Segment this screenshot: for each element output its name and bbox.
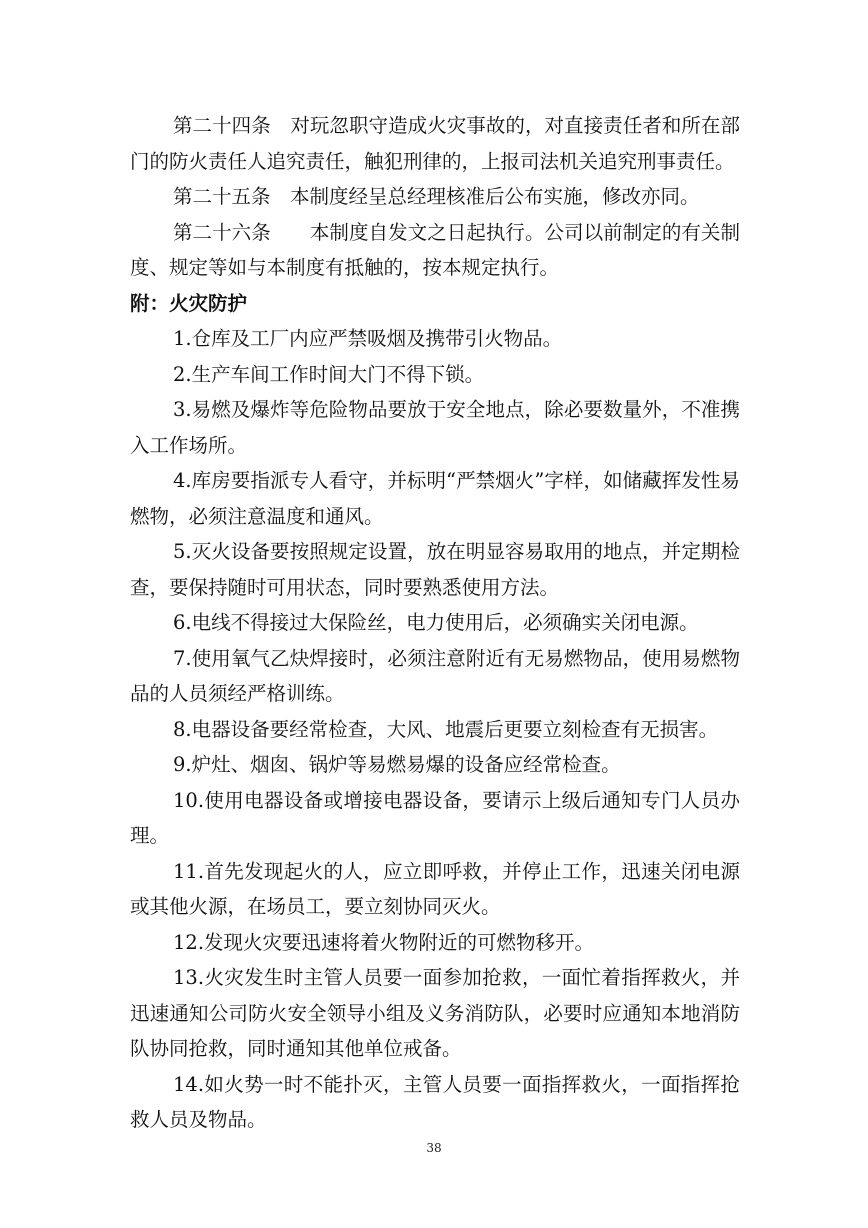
appendix-item-12: 12.发现火灾要迅速将着火物附近的可燃物移开。 bbox=[173, 930, 595, 954]
page-number: 38 bbox=[426, 1141, 442, 1155]
appendix-item-3: 3.易燃及爆炸等危险物品要放于安全地点，除必要数量外，不准携入工作场所。 bbox=[130, 398, 740, 457]
article-25: 第二十五条 本制度经呈总经理核准后公布实施，修改亦同。 bbox=[173, 185, 700, 208]
appendix-item-10: 10.使用电器设备或增接电器设备，要请示上级后通知专门人员办理。 bbox=[130, 788, 740, 847]
appendix-item-6: 6.电线不得接过大保险丝，电力使用后，必须确实关闭电源。 bbox=[173, 611, 699, 634]
appendix-item-13: 13.火灾发生时主管人员要一面参加抢救，一面忙着指挥救火，并迅速通知公司防火安全领导小组及义务消防队，必要时应通知本地消防队协同抢救，同时通知其他单位戒备。 bbox=[130, 966, 740, 1060]
appendix-item-8: 8.电器设备要经常检查，大风、地震后更要立刻检查有无损害。 bbox=[173, 717, 719, 741]
appendix-item-2: 2.生产车间工作时间大门不得下锁。 bbox=[173, 362, 485, 386]
page-content bbox=[130, 108, 740, 1138]
article-26: 第二十六条 本制度自发文之日起执行。公司以前制定的有关制度、规定等如与本制度有抵触的，按本规定执行。 bbox=[130, 220, 740, 279]
appendix-heading: 附：火灾防护 bbox=[130, 291, 248, 315]
appendix-item-11: 11.首先发现起火的人，应立即呼救，并停止工作，迅速关闭电源或其他火源，在场员工，要立刻协同灭火。 bbox=[130, 859, 740, 918]
appendix-item-7: 7.使用氧气乙炔焊接时，必须注意附近有无易燃物品，使用易燃物品的人员须经严格训练。 bbox=[130, 646, 740, 705]
appendix-item-1: 1.仓库及工厂内应严禁吸烟及携带引火物品。 bbox=[173, 327, 563, 350]
appendix-item-14: 14.如火势一时不能扑灭，主管人员要一面指挥救火，一面指挥抢救人员及物品。 bbox=[130, 1072, 740, 1131]
appendix-item-9: 9.炉灶、烟囱、锅炉等易燃易爆的设备应经常检查。 bbox=[173, 753, 621, 776]
appendix-item-4: 4.库房要指派专人看守，并标明“严禁烟火”字样，如储藏挥发性易燃物，必须注意温度和通风。 bbox=[130, 469, 740, 528]
appendix-item-5: 5.灭火设备要按照规定设置，放在明显容易取用的地点，并定期检查，要保持随时可用状态，同时要熟悉使用方法。 bbox=[130, 540, 740, 599]
article-24: 第二十四条 对玩忽职守造成火灾事故的，对直接责任者和所在部门的防火责任人追究责任，触犯刑律的，上报司法机关追究刑事责任。 bbox=[130, 114, 740, 173]
